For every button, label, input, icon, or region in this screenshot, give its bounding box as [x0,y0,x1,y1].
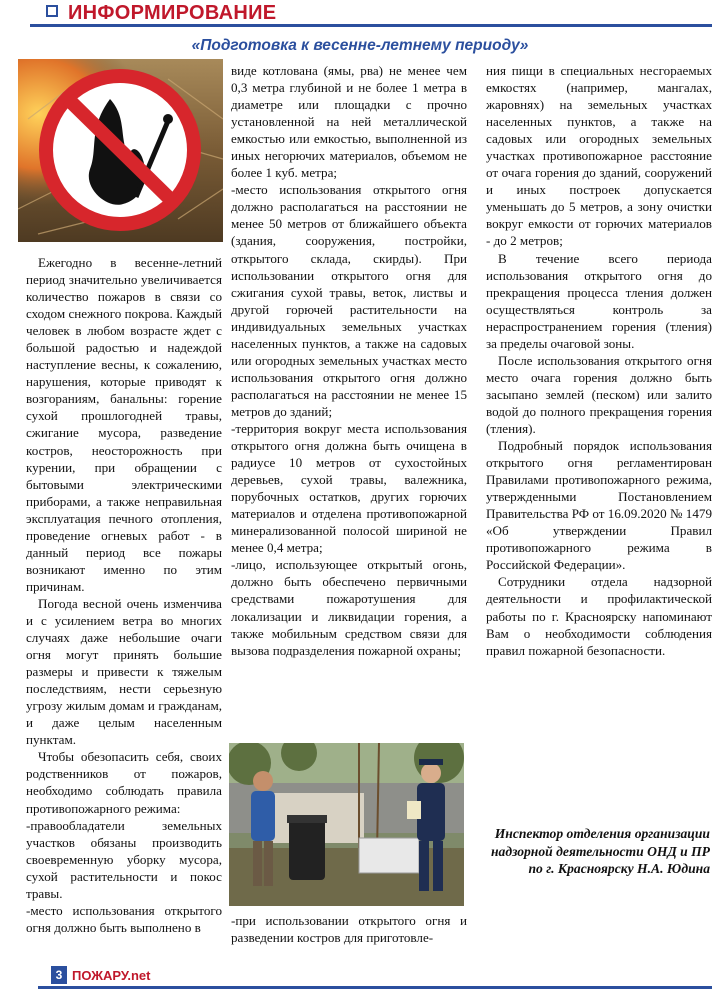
paragraph: -место использования открытого огня должно располагаться на расстоянии не менее 50 метров от ближайшего объекта (здания, сооружения, постройки, открытого склада, скирды). При использовании открытого огня для сжигания сухой травы, веток, листвы и другой горючей растительности на индивидуальных земельных участках населенных пунктов, а также на садовых или огородных земельных участках место использования открытого огня должно располагаться на расстоянии не менее 15 метров до зданий; [231,182,467,419]
no-fire-sign-image [18,59,223,242]
header-divider [30,24,712,27]
paragraph: Подробный порядок использования открытого огня регламентирован Правилами противопожарного режима, утвержденными Постановлением Правительства РФ от 16.09.2020 № 1479 «Об утверждении Правил противопожарного режима в Российской Федерации». [486,438,712,573]
paragraph: -место использования открытого огня должно быть выполнено в [26,902,222,935]
paragraph: ния пищи в специальных несгораемых емкостях (например, мангалах, жаровнях) на земельных участках населенных пунктов, а также на садовых или огородных земельных участках противопожарное расстояние от очага горения до зданий, сооружений и иных построек допускается уменьшать до 5 метров, а зону очистки вокруг емкости от горючих материалов - до 2 метров; [486,63,712,249]
page-number: 3 [51,966,67,984]
article-title: «Подготовка к весенне-летнему периоду» [191,37,529,54]
author-signature: Инспектор отделения организации надзорной деятельности ОНД и ПР по г. Красноярску Н.А. Юдина [491,826,710,877]
text-column-3 [486,62,712,659]
section-label: ИНФОРМИРОВАНИЕ [68,2,277,24]
text-column-1 [26,254,222,936]
paragraph: Сотрудники отдела надзорной деятельности и профилактической работы по г. Красноярску напоминают Вам о необходимости соблюдения правил пожарной безопасности. [486,574,712,658]
paragraph: Ежегодно в весенне-летний период значительно увеличивается количество пожаров в связи со сходом снежного покрова. Каждый человек в любом возрасте ждет с большой радостью и надеждой наступление весны, к сожалению, нарушения, которые приводят к возгораниям, банальны: горение сухой прошлогодней травы, сжигание мусора, разведение костров, неосторожность при курении, при обращении с бытовыми электрическими приборами, а также неправильная эксплуатация печного отопления, проведение огневых работ - в данный период все пожары возникают именно по этим причинам. [26,255,222,594]
inspection-photo [229,743,464,906]
paragraph: После использования открытого огня место очага горения должно быть засыпано землей (песком) или залито водой до полного прекращения горения (тления). [486,352,712,436]
footer-divider [38,986,712,989]
section-header [30,2,715,26]
paragraph: -правообладатели земельных участков обязаны производить своевременную уборку мусора, сухой растительности и покос травы. [26,817,222,901]
paragraph: -лицо, использующее открытый огонь, должно быть обеспечено первичными средствами пожаротушения для локализации и ликвидации горения, а также мобильным средством связи для вызова подразделения пожарной охраны; [231,557,467,658]
paragraph: В течение всего периода использования открытого огня до прекращения процесса тления должен осуществляться контроль за нераспространением горения (тления) за пределы очаговой зоны. [486,250,712,351]
site-name: ПОЖАРУ.net [72,968,151,983]
paragraph: виде котлована (ямы, рва) не менее чем 0,3 метра глубиной и не более 1 метра в диаметре или площадки с прочно установленной на ней металлической емкостью или емкостью, выполненной из иных негорючих материалов, объемом не более 1 куб. метра; [231,63,467,181]
checkbox-icon [46,5,58,17]
text-column-2 [231,62,467,659]
paragraph: Чтобы обезопасить себя, своих родственников от пожаров, необходимо соблюдать правила противопожарного режима: [26,749,222,816]
paragraph: Погода весной очень изменчива и с усилением ветра во многих случаях даже небольшие очаги огня могут принять большие размеры и привести к тяжелым последствиям, нести серьезную угрозу жилым домам и гражданам, и даже целым населенным пунктам. [26,595,222,748]
paragraph: -при использовании открытого огня и разведении костров для приготовле- [231,913,467,945]
paragraph: -территория вокруг места использования открытого огня должна быть очищена в радиусе 10 метров от сухостойных деревьев, сухой травы, валежника, порубочных остатков, других горючих материалов и отделена противопожарной минерализованной полосой шириной не менее 0,4 метра; [231,420,467,556]
